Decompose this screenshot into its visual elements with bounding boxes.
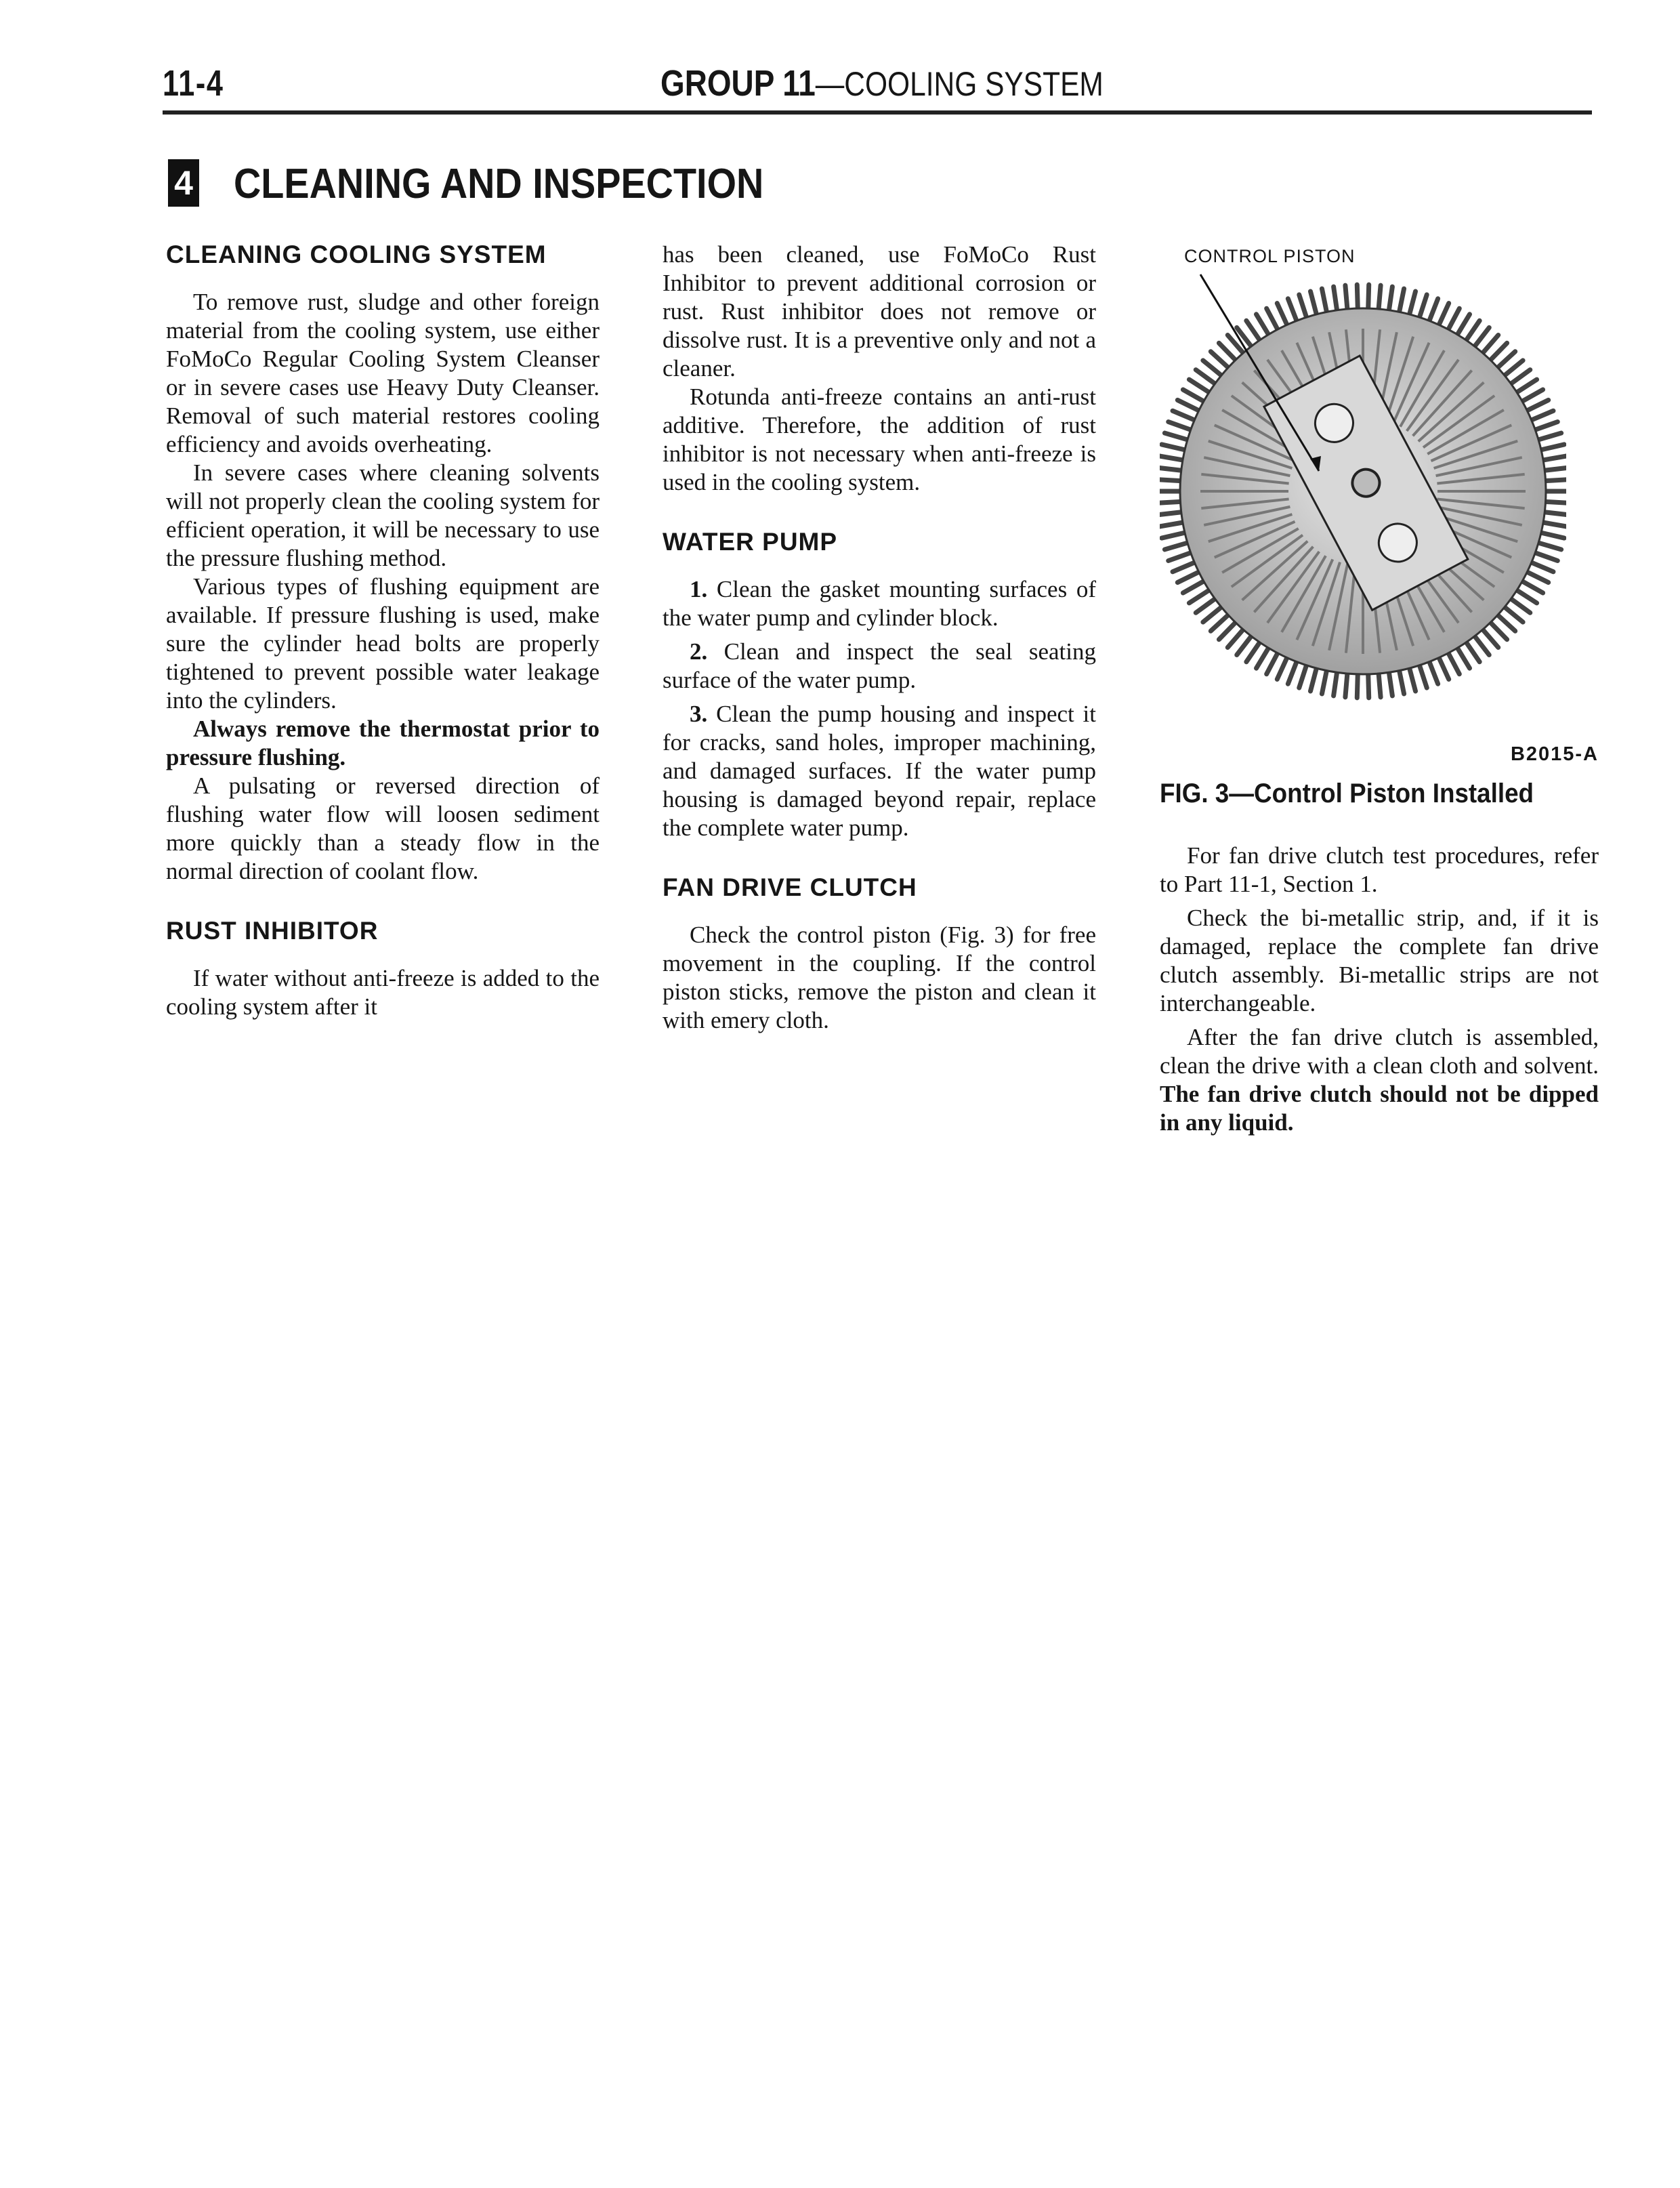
- group-label: GROUP 11: [660, 63, 816, 104]
- step-text: Clean the pump housing and inspect it for cracks, sand holes, improper machining, and damaged surfaces. If the water pump housing is damaged beyond repair, replace the complete water pump.: [663, 701, 1096, 841]
- section-title: CLEANING AND INSPECTION: [234, 161, 764, 207]
- figure-code: B2015-A: [1510, 743, 1599, 765]
- paragraph: Check the bi-metallic strip, and, if it is damaged, replace the complete fan drive clutch assembly. Bi-metallic strips are not interchangeable.: [1160, 905, 1599, 1016]
- step-1: [663, 575, 1096, 632]
- heading-fan-drive-clutch: FAN DRIVE CLUTCH: [663, 873, 917, 901]
- step-number: 2.: [690, 638, 708, 665]
- paragraph: Rotunda anti-freeze contains an anti-rust additive. Therefore, the addition of rust inhibitor is not necessary when anti-freeze is used in the cooling system.: [663, 384, 1096, 495]
- column-1: [166, 241, 600, 1021]
- heading-water-pump: WATER PUMP: [663, 528, 838, 556]
- step-3: [663, 700, 1096, 842]
- heading-rust-inhibitor: RUST INHIBITOR: [166, 917, 379, 945]
- paragraph: For fan drive clutch test procedures, refer to Part 11-1, Section 1.: [1160, 842, 1599, 897]
- step-2: [663, 638, 1096, 695]
- paragraph: has been cleaned, use FoMoCo Rust Inhibitor to prevent additional corrosion or rust. Rust inhibitor does not remove or dissolve rust. It is a preventive only and not a cleaner.: [663, 241, 1096, 381]
- paragraph: [1160, 1023, 1599, 1137]
- paragraph: Check the control piston (Fig. 3) for free movement in the coupling. If the control piston sticks, remove the piston and clean it with emery cloth.: [663, 922, 1096, 1033]
- section-number: 4: [168, 159, 199, 207]
- figure-caption: FIG. 3—Control Piston Installed: [1160, 779, 1534, 808]
- header-rule: [163, 110, 1592, 115]
- warning-text: The fan drive clutch should not be dipped in any liquid.: [1160, 1081, 1599, 1136]
- paragraph: A pulsating or reversed direction of flushing water flow will loosen sediment more quickly than a steady flow in the normal direction of coolant flow.: [166, 772, 600, 884]
- paragraph-text: After the fan drive clutch is assembled, clean the drive with a clean cloth and solvent.: [1160, 1024, 1599, 1079]
- step-number: 1.: [690, 576, 708, 602]
- step-text: Clean the gasket mounting surfaces of the water pump and cylinder block.: [663, 576, 1097, 631]
- column-3: [1160, 241, 1599, 1137]
- header-dash: —: [815, 65, 845, 103]
- system-label: COOLING SYSTEM: [844, 65, 1104, 103]
- paragraph: To remove rust, sludge and other foreign material from the cooling system, use either FoMoCo Regular Cooling System Cleanser or in severe cases use Heavy Duty Cleanser. Removal of such material restores cooling efficiency and avoids overheating.: [166, 289, 600, 457]
- paragraph: Various types of flushing equipment are available. If pressure flushing is used, make sure the cylinder head bolts are properly tightened to prevent possible water leakage into the cylinders.: [166, 573, 600, 714]
- paragraph: If water without anti-freeze is added to the cooling system after it: [166, 965, 600, 1020]
- paragraph: In severe cases where cleaning solvents will not properly clean the cooling system for efficient operation, it will be necessary to use the pressure flushing method.: [166, 459, 600, 571]
- heading-cleaning-cooling-system: CLEANING COOLING SYSTEM: [166, 241, 547, 268]
- column-2: [663, 241, 1096, 1035]
- figure-fan-clutch: [1160, 241, 1599, 776]
- warning-paragraph: Always remove the thermostat prior to pressure flushing.: [166, 716, 600, 770]
- step-number: 3.: [690, 701, 708, 727]
- step-text: Clean and inspect the seal seating surface of the water pump.: [663, 638, 1097, 693]
- fan-clutch-illustration: [1160, 268, 1566, 742]
- page-number: 11-4: [163, 63, 224, 104]
- figure-callout-label: CONTROL PISTON: [1184, 246, 1356, 266]
- running-header: [660, 62, 1104, 104]
